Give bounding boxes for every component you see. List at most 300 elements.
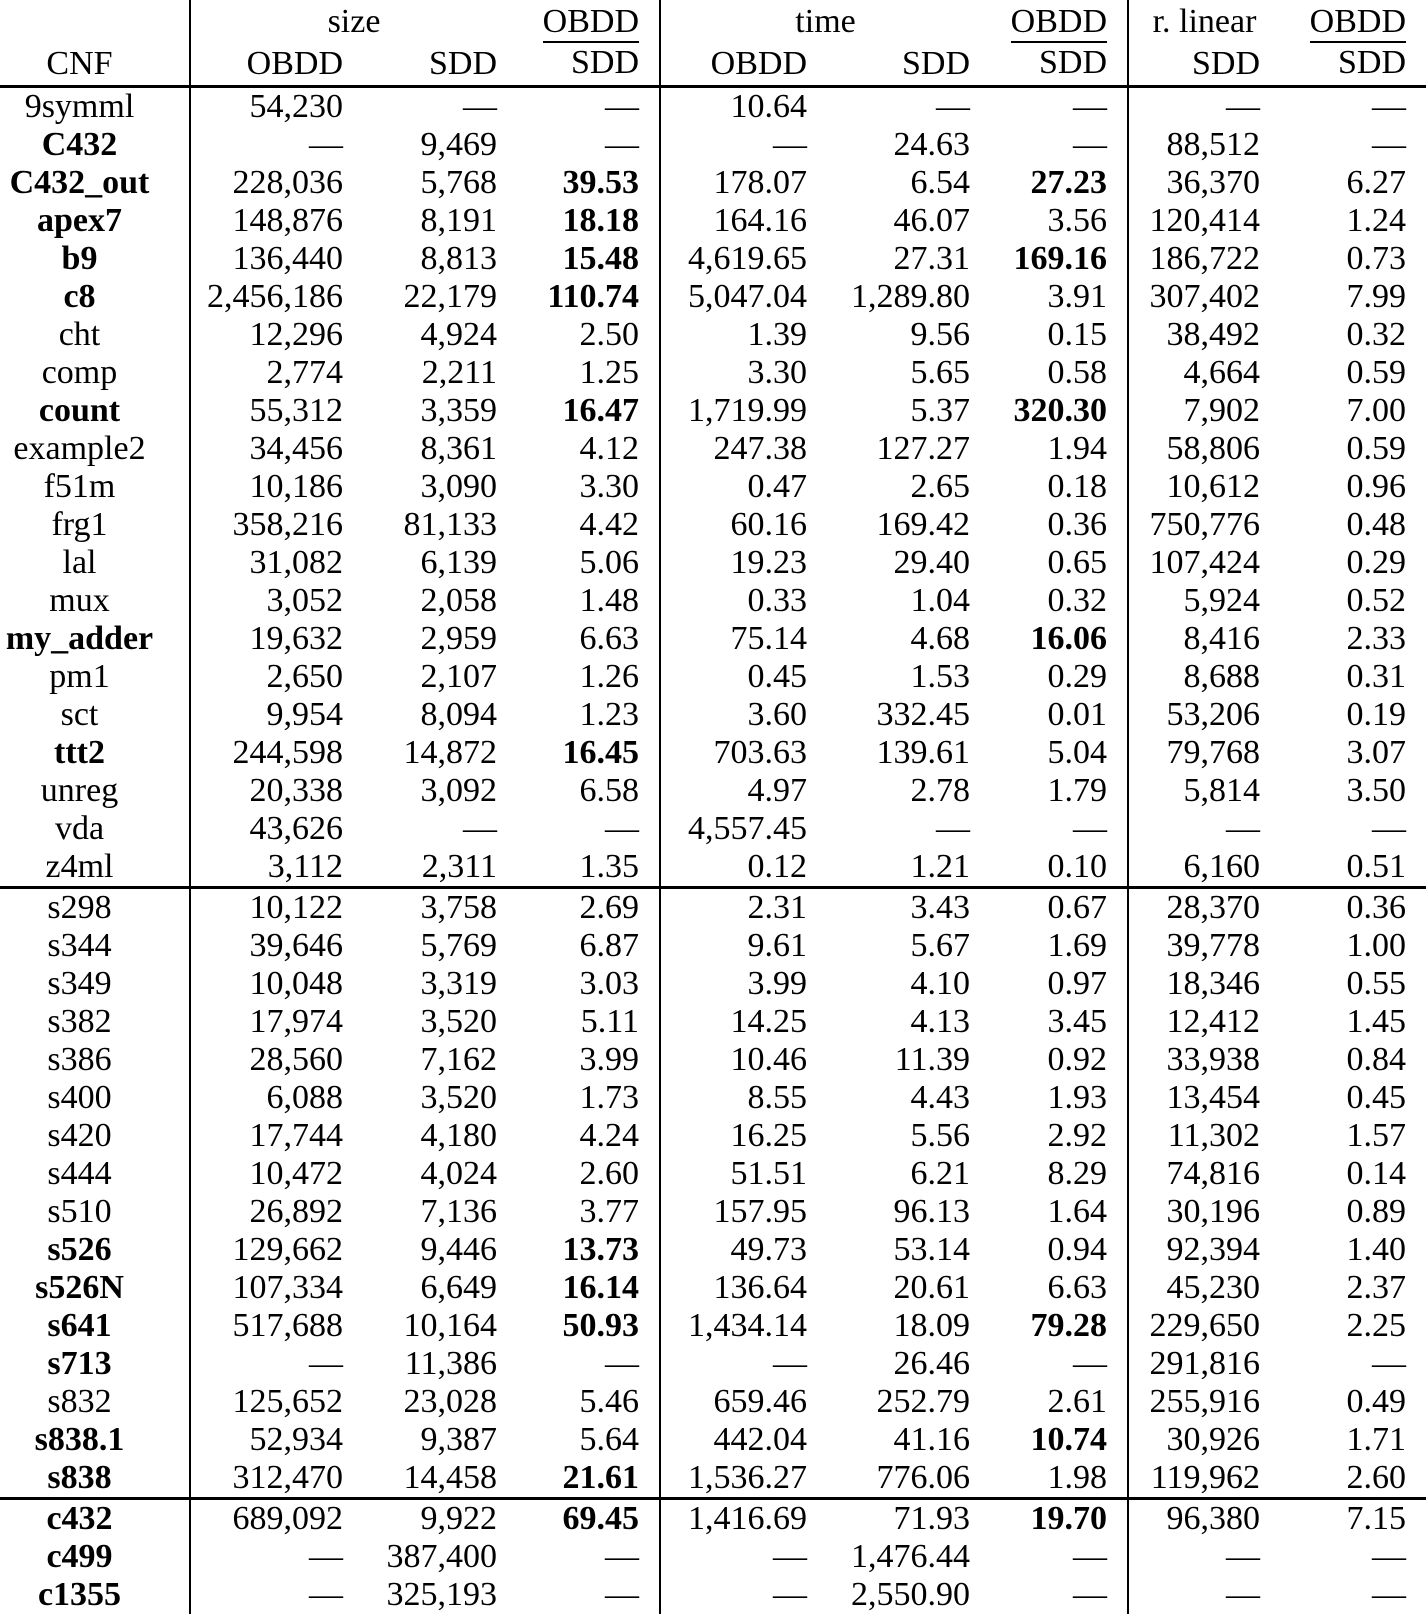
value-cell: 3.56 <box>990 202 1128 240</box>
value-cell: 4,024 <box>420 1154 498 1192</box>
value-cell: 2.25 <box>1346 1306 1407 1344</box>
value-cell: — <box>827 86 990 126</box>
table-row <box>0 1383 1426 1421</box>
value-cell: — <box>936 809 971 847</box>
table-row <box>0 620 1426 658</box>
cnf-name-cell: frg1 <box>0 506 190 544</box>
value-cell: 5.67 <box>910 926 971 964</box>
value-cell: 58,806 <box>1166 429 1261 467</box>
value-cell: 1,416.69 <box>660 1498 827 1538</box>
fraction-numerator: OBDD <box>1011 4 1107 44</box>
value-cell: 129,662 <box>232 1230 343 1268</box>
value-cell: 2.31 <box>660 887 827 927</box>
value-cell: 0.89 <box>1346 1192 1407 1230</box>
table-row <box>0 734 1426 772</box>
table-row <box>0 1079 1426 1117</box>
value-cell: 6.87 <box>517 927 660 965</box>
value-cell: 2,058 <box>420 581 498 619</box>
value-cell: 0.49 <box>1346 1382 1407 1420</box>
cnf-name-cell: s713 <box>0 1345 190 1383</box>
value-cell: 15.48 <box>517 240 660 278</box>
table-row <box>0 544 1426 582</box>
value-cell: 27.23 <box>990 164 1128 202</box>
value-cell: 0.29 <box>990 658 1128 696</box>
value-cell: 1.40 <box>1346 1230 1407 1268</box>
value-cell: — <box>517 810 660 848</box>
value-cell: 53.14 <box>893 1230 971 1268</box>
value-cell: 6,139 <box>420 543 498 581</box>
value-cell: 2.60 <box>517 1155 660 1193</box>
value-cell: 332.45 <box>876 695 971 733</box>
table-row <box>0 1193 1426 1231</box>
cnf-name-cell: s386 <box>0 1041 190 1079</box>
value-cell: 1,719.99 <box>688 391 808 429</box>
value-cell: 19.23 <box>730 543 808 581</box>
table-row <box>0 316 1426 354</box>
value-cell: 21.61 <box>517 1459 660 1499</box>
value-cell: 2.50 <box>517 316 660 354</box>
value-cell: 139.61 <box>876 733 971 771</box>
value-cell: 4.68 <box>910 619 971 657</box>
table-row <box>0 1307 1426 1345</box>
value-cell: 96.13 <box>893 1192 971 1230</box>
value-cell: 3,758 <box>363 887 517 927</box>
value-cell: — <box>1372 1575 1407 1613</box>
cnf-name-cell: mux <box>0 582 190 620</box>
value-cell: 5.65 <box>910 353 971 391</box>
table-row <box>0 696 1426 734</box>
value-cell: 3.07 <box>1346 733 1407 771</box>
value-cell: 6.58 <box>517 772 660 810</box>
value-cell: 26.46 <box>893 1344 971 1382</box>
value-cell: — <box>773 1575 808 1613</box>
value-cell: 4,619.65 <box>688 239 808 277</box>
table-row <box>0 1421 1426 1459</box>
value-cell: 3.45 <box>990 1003 1128 1041</box>
value-cell: 5.46 <box>517 1383 660 1421</box>
value-cell: 9,387 <box>420 1420 498 1458</box>
value-cell: 30,196 <box>1166 1192 1261 1230</box>
fraction-numerator: OBDD <box>543 4 639 44</box>
value-cell: — <box>990 86 1128 126</box>
value-cell: 2,959 <box>420 619 498 657</box>
value-cell: 10,472 <box>249 1154 343 1192</box>
value-cell: 71.93 <box>827 1498 990 1538</box>
value-cell: 689,092 <box>190 1498 363 1538</box>
cnf-name-cell: f51m <box>0 468 190 506</box>
value-cell: 6,088 <box>266 1078 343 1116</box>
value-cell: 52,934 <box>249 1420 343 1458</box>
value-cell: 43,626 <box>249 809 343 847</box>
table-row <box>0 1117 1426 1155</box>
value-cell: 776.06 <box>876 1458 971 1496</box>
value-cell: 0.48 <box>1346 505 1407 543</box>
value-cell: 16.25 <box>730 1116 808 1154</box>
value-cell: 0.12 <box>747 847 808 885</box>
value-cell: 1.26 <box>517 658 660 696</box>
value-cell: 0.65 <box>990 544 1128 582</box>
value-cell: 2.37 <box>1346 1268 1407 1306</box>
value-cell: 20.61 <box>893 1268 971 1306</box>
value-cell: 81,133 <box>403 505 498 543</box>
value-cell: — <box>1128 86 1280 126</box>
value-cell: 12,296 <box>249 315 343 353</box>
value-cell: — <box>363 86 517 126</box>
cnf-name-cell: 9symml <box>0 86 190 126</box>
value-cell: 14,458 <box>403 1458 498 1496</box>
value-cell: 9,954 <box>266 695 343 733</box>
value-cell: 178.07 <box>713 163 808 201</box>
value-cell: 0.45 <box>747 657 808 695</box>
value-cell: 11,302 <box>1167 1116 1261 1154</box>
value-cell: — <box>517 86 660 126</box>
value-cell: 0.94 <box>990 1231 1128 1269</box>
value-cell: 3.30 <box>517 468 660 506</box>
value-cell: 517,688 <box>232 1306 343 1344</box>
value-cell: 26,892 <box>249 1192 343 1230</box>
value-cell: 3,520 <box>420 1078 498 1116</box>
value-cell: 9,469 <box>420 125 498 163</box>
table-row <box>0 1269 1426 1307</box>
value-cell: 9,922 <box>363 1498 517 1538</box>
value-cell: 10.74 <box>990 1421 1128 1459</box>
table-row <box>0 1003 1426 1041</box>
value-cell: 4.97 <box>747 771 808 809</box>
value-cell: 4.10 <box>910 964 971 1002</box>
value-cell: 148,876 <box>232 201 343 239</box>
cnf-name-cell: C432 <box>0 126 190 164</box>
value-cell: 120,414 <box>1149 201 1261 239</box>
value-cell: 74,816 <box>1166 1154 1261 1192</box>
value-cell: 1.35 <box>517 848 660 888</box>
header-row-columns <box>0 43 1426 86</box>
value-cell: 2.78 <box>910 771 971 809</box>
value-cell: 3.99 <box>747 964 808 1002</box>
value-cell: 307,402 <box>1149 277 1261 315</box>
value-cell: 387,400 <box>386 1537 498 1575</box>
value-cell: 136.64 <box>713 1268 808 1306</box>
value-cell: — <box>517 1345 660 1383</box>
size-obdd-column-header: OBDD <box>246 44 343 82</box>
value-cell: 3.43 <box>827 887 990 927</box>
value-cell: 0.84 <box>1346 1040 1407 1078</box>
time-obdd-column-header: OBDD <box>710 44 808 82</box>
value-cell: 11.39 <box>894 1040 971 1078</box>
value-cell: 3.60 <box>747 695 808 733</box>
value-cell: 0.97 <box>990 965 1128 1003</box>
value-cell: 5.56 <box>910 1116 971 1154</box>
value-cell: 75.14 <box>730 619 808 657</box>
cnf-column-header: CNF <box>0 43 190 86</box>
cnf-name-cell: ttt2 <box>0 734 190 772</box>
value-cell: 28,370 <box>1128 887 1280 927</box>
value-cell: 0.59 <box>1346 429 1407 467</box>
value-cell: 0.52 <box>1346 581 1407 619</box>
value-cell: 1,476.44 <box>851 1537 971 1575</box>
value-cell: 5.37 <box>910 391 971 429</box>
value-cell: 5.64 <box>517 1421 660 1459</box>
value-cell: 0.32 <box>990 582 1128 620</box>
value-cell: 157.95 <box>713 1192 808 1230</box>
value-cell: 6.63 <box>990 1269 1128 1307</box>
value-cell: 6,160 <box>1183 847 1261 885</box>
value-cell: 4,924 <box>420 315 498 353</box>
cnf-name-cell: s400 <box>0 1079 190 1117</box>
fraction-denominator: SDD <box>570 44 640 82</box>
value-cell: 22,179 <box>403 277 498 315</box>
value-cell: 30,926 <box>1166 1420 1261 1458</box>
value-cell: — <box>1372 1344 1407 1382</box>
value-cell: 659.46 <box>713 1382 808 1420</box>
value-cell: 2,550.90 <box>851 1575 971 1613</box>
cnf-name-cell: count <box>0 392 190 430</box>
value-cell: — <box>309 125 343 163</box>
value-cell: 0.45 <box>1346 1078 1407 1116</box>
table-row <box>0 164 1426 202</box>
value-cell: 1.48 <box>517 582 660 620</box>
value-cell: 1,536.27 <box>688 1458 808 1496</box>
cnf-name-cell: s526N <box>0 1269 190 1307</box>
time-ratio-header <box>990 0 1128 86</box>
value-cell: — <box>773 1537 808 1575</box>
value-cell: 6.63 <box>517 620 660 658</box>
table-row <box>0 887 1426 927</box>
value-cell: 39,778 <box>1166 926 1261 964</box>
value-cell: 8,191 <box>420 201 498 239</box>
table-row <box>0 927 1426 965</box>
value-cell: 31,082 <box>249 543 343 581</box>
cnf-name-cell: comp <box>0 354 190 392</box>
table-row <box>0 506 1426 544</box>
value-cell: 5.06 <box>517 544 660 582</box>
value-cell: 39.53 <box>517 164 660 202</box>
value-cell: — <box>990 1576 1128 1614</box>
table-row <box>0 126 1426 164</box>
table-header <box>0 0 1426 86</box>
header-row-groups <box>0 0 1426 43</box>
cnf-name-cell: c1355 <box>0 1576 190 1614</box>
table-body <box>0 86 1426 1614</box>
table-row <box>0 1345 1426 1383</box>
table-row <box>0 582 1426 620</box>
cnf-name-cell: c8 <box>0 278 190 316</box>
value-cell: 79,768 <box>1166 733 1261 771</box>
value-cell: 4.24 <box>517 1117 660 1155</box>
value-cell: 291,816 <box>1149 1344 1261 1382</box>
value-cell: 3,319 <box>420 964 498 1002</box>
table-row <box>0 430 1426 468</box>
value-cell: 110.74 <box>517 278 660 316</box>
cnf-name-cell: pm1 <box>0 658 190 696</box>
cnf-name-cell: s298 <box>0 887 190 927</box>
value-cell: 7,902 <box>1183 391 1261 429</box>
value-cell: 0.73 <box>1346 239 1407 277</box>
value-cell: — <box>309 1537 343 1575</box>
value-cell: 50.93 <box>517 1307 660 1345</box>
value-cell: 1.00 <box>1346 926 1407 964</box>
value-cell: 8.29 <box>990 1155 1128 1193</box>
value-cell: 3.50 <box>1346 771 1407 809</box>
value-cell: — <box>463 809 498 847</box>
value-cell: 24.63 <box>893 125 971 163</box>
value-cell: 16.06 <box>990 620 1128 658</box>
rlinear-group-header: r. linear <box>1152 2 1257 40</box>
value-cell: — <box>1372 1537 1407 1575</box>
value-cell: 119,962 <box>1150 1458 1261 1496</box>
table-row <box>0 658 1426 696</box>
value-cell: 5,924 <box>1183 581 1261 619</box>
value-cell: 9,446 <box>420 1230 498 1268</box>
table-row <box>0 468 1426 506</box>
value-cell: 1.94 <box>990 430 1128 468</box>
table-row <box>0 1231 1426 1269</box>
cnf-name-cell: s641 <box>0 1307 190 1345</box>
value-cell: 2.60 <box>1346 1458 1407 1496</box>
value-cell: 16.47 <box>517 392 660 430</box>
time-group-header: time <box>795 2 856 40</box>
value-cell: 3,520 <box>420 1002 498 1040</box>
value-cell: 11,386 <box>404 1344 498 1382</box>
value-cell: 0.96 <box>1346 467 1407 505</box>
value-cell: 1.04 <box>910 581 971 619</box>
value-cell: 107,424 <box>1149 543 1261 581</box>
value-cell: 125,652 <box>232 1382 343 1420</box>
value-cell: 8,361 <box>420 429 498 467</box>
cnf-name-cell: s838 <box>0 1459 190 1499</box>
value-cell: 5,047.04 <box>688 277 808 315</box>
value-cell: 14.25 <box>730 1002 808 1040</box>
table-row <box>0 1459 1426 1499</box>
value-cell: 2.33 <box>1346 619 1407 657</box>
value-cell: 0.67 <box>990 887 1128 927</box>
value-cell: 3.77 <box>517 1193 660 1231</box>
cnf-name-cell: s444 <box>0 1155 190 1193</box>
size-ratio-header <box>517 0 660 86</box>
value-cell: 4.42 <box>517 506 660 544</box>
value-cell: 0.58 <box>990 354 1128 392</box>
value-cell: — <box>309 1575 343 1613</box>
cnf-name-cell: my_adder <box>0 620 190 658</box>
value-cell: — <box>773 1344 808 1382</box>
value-cell: 1.25 <box>517 354 660 392</box>
table-row <box>0 1155 1426 1193</box>
value-cell: 3.03 <box>517 965 660 1003</box>
value-cell: 10.64 <box>660 86 827 126</box>
cnf-name-cell: z4ml <box>0 848 190 888</box>
value-cell: 10,612 <box>1166 467 1261 505</box>
rlinear-sdd-column-header: SDD <box>1191 44 1261 82</box>
value-cell: 3.30 <box>747 353 808 391</box>
value-cell: 49.73 <box>730 1230 808 1268</box>
value-cell: 10,048 <box>249 964 343 1002</box>
value-cell: 0.18 <box>990 468 1128 506</box>
value-cell: 0.36 <box>990 506 1128 544</box>
value-cell: 136,440 <box>232 239 343 277</box>
value-cell: 1,434.14 <box>688 1306 808 1344</box>
cnf-name-cell: s838.1 <box>0 1421 190 1459</box>
value-cell: 18.09 <box>893 1306 971 1344</box>
value-cell: 0.32 <box>1346 315 1407 353</box>
fraction-numerator: OBDD <box>1310 4 1406 44</box>
header-empty-cell <box>0 0 190 43</box>
cnf-name-cell: c432 <box>0 1498 190 1538</box>
value-cell: 0.14 <box>1346 1154 1407 1192</box>
value-cell: 0.01 <box>990 696 1128 734</box>
table-row <box>0 86 1426 126</box>
value-cell: — <box>773 125 808 163</box>
value-cell: 10,164 <box>403 1306 498 1344</box>
value-cell: 8,094 <box>420 695 498 733</box>
table-row <box>0 810 1426 848</box>
value-cell: — <box>990 1345 1128 1383</box>
value-cell: 3,359 <box>420 391 498 429</box>
value-cell: 1.21 <box>910 847 971 885</box>
cnf-name-cell: s510 <box>0 1193 190 1231</box>
value-cell: 1.23 <box>517 696 660 734</box>
value-cell: 17,744 <box>249 1116 343 1154</box>
cnf-name-cell: example2 <box>0 430 190 468</box>
value-cell: 164.16 <box>713 201 808 239</box>
cnf-name-cell: apex7 <box>0 202 190 240</box>
value-cell: 252.79 <box>876 1382 971 1420</box>
value-cell: 51.51 <box>730 1154 808 1192</box>
value-cell: 7.99 <box>1346 277 1407 315</box>
value-cell: 2,211 <box>421 353 498 391</box>
value-cell: 3,052 <box>266 581 343 619</box>
cnf-name-cell: sct <box>0 696 190 734</box>
value-cell: 6.21 <box>910 1154 971 1192</box>
obdd-sdd-fraction <box>1310 4 1406 81</box>
value-cell: — <box>1372 125 1407 163</box>
cnf-name-cell: s420 <box>0 1117 190 1155</box>
obdd-sdd-fraction <box>1011 4 1107 81</box>
value-cell: 45,230 <box>1166 1268 1261 1306</box>
value-cell: 10,186 <box>249 467 343 505</box>
value-cell: 53,206 <box>1166 695 1261 733</box>
value-cell: 1.73 <box>517 1079 660 1117</box>
value-cell: 244,598 <box>232 733 343 771</box>
cnf-name-cell: s349 <box>0 965 190 1003</box>
value-cell: 1.39 <box>747 315 808 353</box>
value-cell: — <box>517 126 660 164</box>
value-cell: 4.43 <box>910 1078 971 1116</box>
value-cell: 27.31 <box>893 239 971 277</box>
value-cell: 186,722 <box>1149 239 1261 277</box>
value-cell: 69.45 <box>517 1498 660 1538</box>
value-cell: — <box>990 126 1128 164</box>
value-cell: 55,312 <box>249 391 343 429</box>
value-cell: 0.47 <box>747 467 808 505</box>
value-cell: 1.53 <box>910 657 971 695</box>
value-cell: 16.45 <box>517 734 660 772</box>
value-cell: 1.64 <box>990 1193 1128 1231</box>
value-cell: — <box>1226 1537 1261 1575</box>
table-row <box>0 1041 1426 1079</box>
value-cell: — <box>517 1576 660 1614</box>
cnf-name-cell: s832 <box>0 1383 190 1421</box>
value-cell: 229,650 <box>1149 1306 1261 1344</box>
value-cell: 8,688 <box>1183 657 1261 695</box>
value-cell: 2.65 <box>910 467 971 505</box>
value-cell: 19.70 <box>990 1498 1128 1538</box>
value-cell: 2,107 <box>420 657 498 695</box>
value-cell: 7.15 <box>1280 1498 1426 1538</box>
fraction-denominator: SDD <box>1337 44 1407 82</box>
value-cell: 750,776 <box>1149 505 1261 543</box>
value-cell: 12,412 <box>1166 1002 1261 1040</box>
value-cell: 46.07 <box>893 201 971 239</box>
value-cell: 38,492 <box>1166 315 1261 353</box>
